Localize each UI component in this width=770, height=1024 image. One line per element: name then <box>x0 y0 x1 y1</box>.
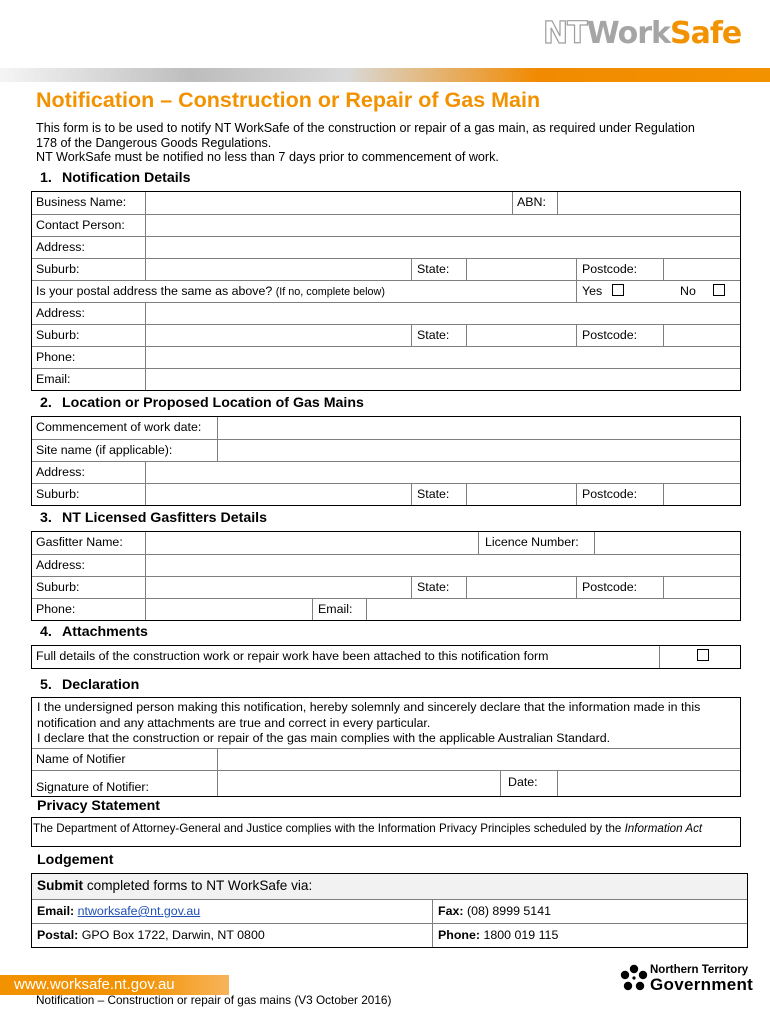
fax-contact: Fax: (08) 8999 5141 <box>438 904 551 918</box>
table-row <box>32 461 740 483</box>
table-row <box>32 748 740 770</box>
attachments-statement: Full details of the construction work or repair work have been attached to this notification form <box>32 646 548 668</box>
section-heading-attachments: 4. Attachments <box>40 624 148 640</box>
gasfitter-suburb-field[interactable] <box>146 577 411 598</box>
table-row <box>32 439 740 461</box>
table-row <box>32 483 740 505</box>
signature-field[interactable] <box>218 771 500 796</box>
gasfitter-phone-label: Phone: <box>32 599 75 620</box>
table-row <box>32 302 740 324</box>
state-label: State: <box>413 259 449 280</box>
location-table <box>31 416 741 506</box>
phone-field[interactable] <box>146 347 738 368</box>
declaration-table <box>31 697 741 797</box>
site-suburb-field[interactable] <box>146 484 411 505</box>
flower-icon <box>620 964 648 994</box>
contact-person-label: Contact Person: <box>32 215 125 236</box>
intro-line: This form is to be used to notify NT WorkSafe of the construction or repair of a gas main, as required under Regulation <box>36 121 695 135</box>
gasfitter-suburb-label: Suburb: <box>32 577 79 598</box>
form-version: Notification – Construction or repair of gas mains (V3 October 2016) <box>36 993 392 1007</box>
suburb-label: Suburb: <box>32 259 79 280</box>
gov-name-line2: Government <box>650 975 754 994</box>
gasfitter-state-field[interactable] <box>467 577 576 598</box>
date-label: Date: <box>504 771 538 796</box>
table-row <box>32 576 740 598</box>
phone-label: Phone: <box>32 347 75 368</box>
commencement-date-label: Commencement of work date: <box>32 417 201 439</box>
table-row <box>32 532 740 554</box>
page-title: Notification – Construction or Repair of Gas Main <box>36 88 541 112</box>
name-of-notifier-label: Name of Notifier <box>32 749 126 770</box>
privacy-box <box>31 817 741 847</box>
privacy-heading: Privacy Statement <box>37 798 161 814</box>
attachments-table <box>31 645 741 669</box>
table-row <box>32 258 740 280</box>
table-row <box>32 324 740 346</box>
address-field[interactable] <box>146 237 738 258</box>
site-state-field[interactable] <box>467 484 576 505</box>
lodgement-header-row <box>32 874 747 899</box>
name-of-notifier-field[interactable] <box>218 749 738 770</box>
postal-contact: Postal: GPO Box 1722, Darwin, NT 0800 <box>37 928 265 942</box>
table-row <box>32 214 740 236</box>
website-link[interactable]: www.worksafe.nt.gov.au <box>0 975 229 995</box>
site-address-field[interactable] <box>146 462 738 483</box>
worksafe-logo: NTWorkSafe <box>543 16 742 51</box>
attachments-cell <box>660 646 738 668</box>
postal-same-no: No <box>676 281 725 302</box>
gasfitter-postcode-field[interactable] <box>664 577 738 598</box>
email-label: Email: <box>32 369 70 390</box>
licence-number-label: Licence Number: <box>481 532 579 554</box>
intro-line: 178 of the Dangerous Goods Regulations. <box>36 135 272 150</box>
table-row <box>32 554 740 576</box>
postal-postcode-field[interactable] <box>664 325 738 346</box>
declaration-text <box>32 698 740 748</box>
gasfitters-table <box>31 531 741 621</box>
header-band <box>0 68 770 82</box>
date-field[interactable] <box>558 771 738 796</box>
licence-number-field[interactable] <box>595 532 738 554</box>
site-name-label: Site name (if applicable): <box>32 440 172 461</box>
contact-person-field[interactable] <box>146 215 738 236</box>
table-row <box>32 192 740 214</box>
phone-contact: Phone: 1800 019 115 <box>438 928 559 942</box>
section-heading-notification-details: 1. Notification Details <box>40 170 191 186</box>
notification-details-table <box>31 191 741 391</box>
privacy-row <box>32 818 740 846</box>
email-link[interactable]: ntworksafe@nt.gov.au <box>77 904 201 918</box>
site-postcode-field[interactable] <box>664 484 738 505</box>
section-heading-declaration: 5. Declaration <box>40 677 140 693</box>
postal-address-field[interactable] <box>146 303 738 324</box>
intro-text <box>36 121 736 165</box>
table-row <box>32 770 740 796</box>
table-row <box>32 899 747 923</box>
abn-field[interactable] <box>558 192 738 214</box>
gasfitter-address-label: Address: <box>32 555 85 576</box>
suburb-field[interactable] <box>146 259 411 280</box>
table-row <box>32 368 740 390</box>
business-name-field[interactable] <box>146 192 512 214</box>
declaration-line: I the undersigned person making this notification, hereby solemnly and sincerely declare that the information made in this <box>37 700 701 714</box>
abn-label: ABN: <box>513 192 546 214</box>
postal-postcode-label: Postcode: <box>578 325 637 346</box>
privacy-statement: The Department of Attorney-General and Justice complies with the Information Privacy Principles scheduled by the Information Act <box>33 822 703 835</box>
table-row <box>32 923 747 947</box>
site-address-label: Address: <box>32 462 85 483</box>
table-row <box>32 346 740 368</box>
gasfitter-name-label: Gasfitter Name: <box>32 532 123 554</box>
postal-suburb-label: Suburb: <box>32 325 79 346</box>
gasfitter-postcode-label: Postcode: <box>578 577 637 598</box>
lodgement-heading: Lodgement <box>37 852 114 868</box>
gasfitter-name-field[interactable] <box>146 532 478 554</box>
postal-state-label: State: <box>413 325 449 346</box>
gasfitter-email-label: Email: <box>314 599 352 620</box>
no-checkbox[interactable] <box>713 284 725 296</box>
submit-text: Submit completed forms to NT WorkSafe via: <box>37 878 313 893</box>
gov-name-line1: Northern Territory <box>650 964 749 976</box>
postcode-label: Postcode: <box>578 259 637 280</box>
yes-checkbox[interactable] <box>612 284 624 296</box>
postal-same-question: Is your postal address the same as above? (If no, complete below) <box>32 281 385 302</box>
postcode-field[interactable] <box>664 259 738 280</box>
postal-state-field[interactable] <box>467 325 576 346</box>
gasfitter-state-label: State: <box>413 577 449 598</box>
lodgement-table <box>31 873 748 948</box>
section-heading-gasfitters: 3. NT Licensed Gasfitters Details <box>40 510 267 526</box>
attachments-checkbox[interactable] <box>697 649 709 661</box>
site-state-label: State: <box>413 484 449 505</box>
intro-line: NT WorkSafe must be notified no less than 7 days prior to commencement of work. <box>36 150 499 164</box>
nt-government-logo <box>620 964 760 996</box>
table-row <box>32 280 740 302</box>
gasfitter-email-field[interactable] <box>367 599 738 620</box>
postal-suburb-field[interactable] <box>146 325 411 346</box>
site-postcode-label: Postcode: <box>578 484 637 505</box>
postal-same-yes: Yes <box>578 281 624 302</box>
gasfitter-address-field[interactable] <box>146 555 738 576</box>
email-field[interactable] <box>146 369 738 390</box>
commencement-date-field[interactable] <box>218 417 738 439</box>
site-suburb-label: Suburb: <box>32 484 79 505</box>
site-name-field[interactable] <box>218 440 738 461</box>
address-label: Address: <box>32 237 85 258</box>
gasfitter-phone-field[interactable] <box>146 599 312 620</box>
state-field[interactable] <box>467 259 576 280</box>
table-row <box>32 598 740 620</box>
table-row <box>32 646 740 668</box>
business-name-label: Business Name: <box>32 192 126 214</box>
table-row <box>32 236 740 258</box>
signature-label: Signature of Notifier: <box>32 771 149 796</box>
email-contact: Email: ntworksafe@nt.gov.au <box>37 904 201 918</box>
table-row <box>32 417 740 439</box>
section-heading-location: 2. Location or Proposed Location of Gas Mains <box>40 395 364 411</box>
declaration-line: notification and any attachments are true and correct in every particular. <box>37 715 431 730</box>
postal-address-label: Address: <box>32 303 85 324</box>
declaration-line: I declare that the construction or repair of the gas main complies with the applicable Australian Standard. <box>37 731 611 745</box>
